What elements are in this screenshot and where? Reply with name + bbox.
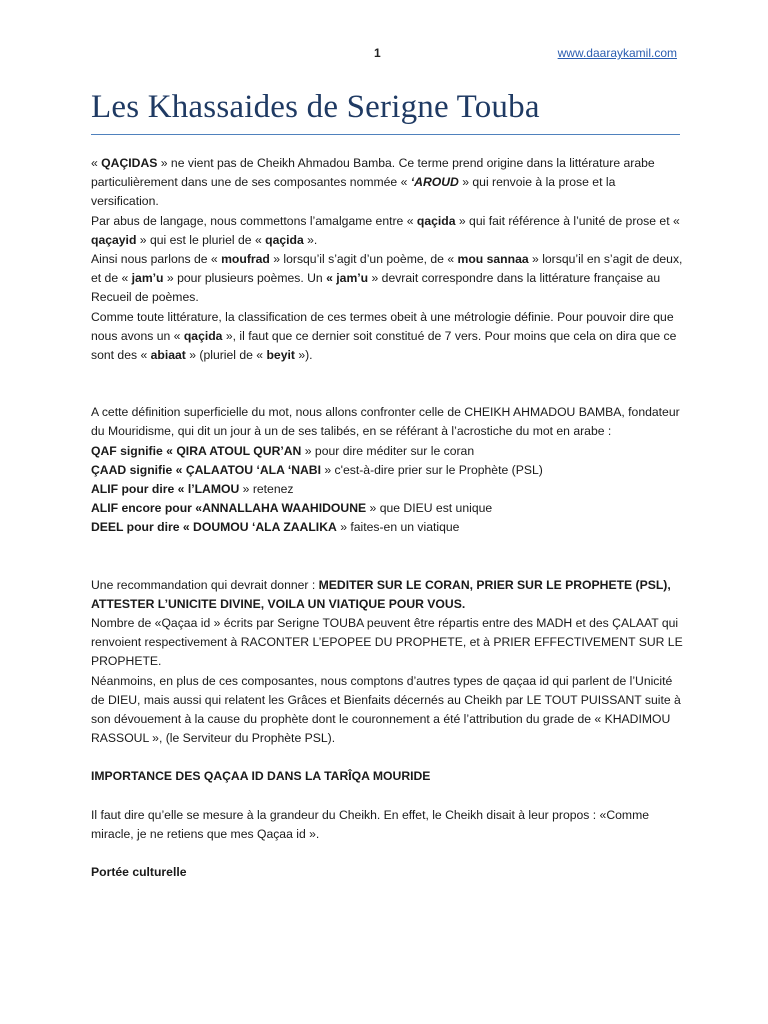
document-body	[91, 154, 683, 882]
acrostic-line-caad: ÇAAD signifie « ÇALAATOU ‘ALA ‘NABI » c'est-à-dire prier sur le Prophète (PSL)	[91, 462, 543, 477]
paragraph-recommandation: Une recommandation qui devrait donner : MEDITER SUR LE CORAN, PRIER SUR LE PROPHETE (PSL), ATTESTER L’UNICITE DIVINE, VOILA UN VIATIQUE POUR VOUS.	[91, 577, 671, 611]
paragraph-definition: A cette définition superficielle du mot, nous allons confronter celle de CHEIKH AHMADOU BAMBA, fondateur du Mouridisme, qui dit un jour à un de ses talibés, en se référant à l’acrostiche du mot en arabe :	[91, 405, 680, 439]
document-title: Les Khassaides de Serigne Touba	[91, 89, 540, 125]
paragraph-grandeur: Il faut dire qu’elle se mesure à la grandeur du Cheikh. En effet, le Cheikh disait à leur propos : «Comme miracle, je ne retiens que mes Qaçaa id ».	[91, 807, 649, 841]
paragraph-nombre-qacaa-id: Nombre de «Qaçaa id » écrits par Serigne TOUBA peuvent être répartis entre des MADH et des ÇALAAT qui renvoient respectivement à RACONTER L’EPOPEE DU PROPHETE, et à PRIER EFFECTIVEMENT SUR LE PROPHETE.	[91, 616, 683, 669]
section-heading-importance: IMPORTANCE DES QAÇAA ID DANS LA TARÎQA MOURIDE	[91, 769, 431, 784]
section-heading-portee: Portée culturelle	[91, 865, 187, 880]
paragraph-classification: Comme toute littérature, la classification de ces termes obeit à une métrologie définie. Pour pouvoir dire que nous avons un « qaçida », il faut que ce dernier soit constitué de 7 vers. Pour moins que cela on dira que ce sont des « abiaat » (pluriel de « beyit »).	[91, 309, 677, 363]
paragraph-neanmoins: Néanmoins, en plus de ces composantes, nous comptons d’autres types de qaçaa id qui parlent de l’Unicité de DIEU, mais aussi qui relatent les Grâces et Bienfaits décernés au Cheikh par LE TOUT PUISSANT suite à son dévouement à la cause du prophète dont le couronnement a été l’attribution du grade de « KHADIMOU RASSOUL », (le Serviteur du Prophète PSL).	[91, 673, 681, 746]
acrostic-line-deel: DEEL pour dire « DOUMOU ‘ALA ZAALIKA » faites-en un viatique	[91, 520, 460, 535]
title-underline	[91, 134, 680, 135]
paragraph-moufrad: Ainsi nous parlons de « moufrad » lorsqu’il s’agit d’un poème, de « mou sannaa » lorsqu’il en s’agit de deux, et de « jam’u » pour plusieurs poèmes. Un « jam’u » devrait correspondre dans la littérature française au Recueil de poèmes.	[91, 252, 683, 305]
site-link[interactable]: www.daaraykamil.com	[557, 46, 677, 60]
paragraph-abus-de-langage: Par abus de langage, nous commettons l’amalgame entre « qaçida » qui fait référence à l’unité de prose et « qaçayid » qui est le pluriel de « qaçida ».	[91, 213, 680, 247]
acrostic-line-alif-encore: ALIF encore pour «ANNALLAHA WAAHIDOUNE » que DIEU est unique	[91, 501, 493, 516]
acrostic-line-qaf: QAF signifie « QIRA ATOUL QUR’AN » pour dire méditer sur le coran	[91, 443, 475, 458]
acrostic-line-alif: ALIF pour dire « l’LAMOU » retenez	[91, 482, 294, 497]
page-header	[0, 46, 768, 64]
page-number: 1	[374, 46, 381, 60]
paragraph-qacidas: « QAÇIDAS » ne vient pas de Cheikh Ahmadou Bamba. Ce terme prend origine dans la littérature arabe particulièrement dans une de ses composantes nommée « ‘AROUD » qui renvoie à la prose et la versification.	[91, 156, 655, 209]
